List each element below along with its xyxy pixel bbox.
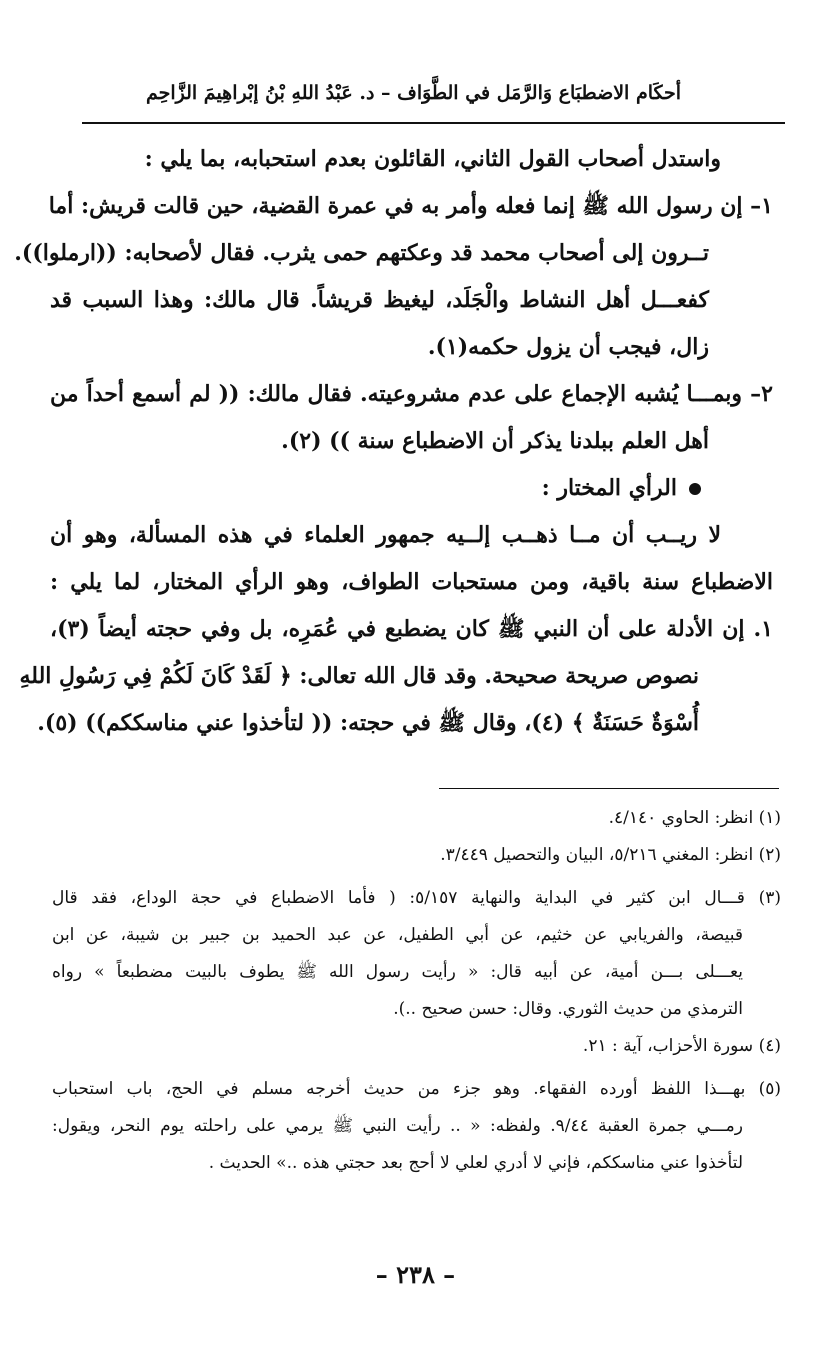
paragraph-line: أهل العلم ببلدنا يذكر أن الاضطباع سنة )) (٢). <box>281 428 709 454</box>
footnote-separator <box>439 788 779 789</box>
paragraph-line: تــرون إلى أصحاب محمد قد وعكتهم حمى يثرب. فقال لأصحابه: ((ارملوا)). <box>14 240 709 266</box>
paragraph-line: واستدل أصحاب القول الثاني، القائلون بعدم استحبابه، بما يلي : <box>144 146 721 172</box>
footnote-line: قبيصة، والفريابي عن خثيم، عن أبي الطفيل، عن عبد الحميد بن جبير بن شيبة، عن ابن <box>52 925 743 945</box>
footnote-line: (٤) سورة الأحزاب، آية : ٢١. <box>582 1036 781 1056</box>
section-heading <box>50 465 773 512</box>
footnote-line: (١) انظر: الحاوي ٤/١٤٠. <box>608 808 781 828</box>
footnote-line: رمـــي جمرة العقبة ٩/٤٤. ولفظه: « .. رأيت النبي ﷺ يرمي على راحلته يوم النحر، ويقول: <box>52 1116 743 1136</box>
paragraph-line: لا ريــب أن مــا ذهــب إلــيه جمهور العلماء في هذه المسألة، وهو أن <box>50 522 721 548</box>
footnote-line: (٥) بهـــذا اللفظ أورده الفقهاء. وهو جزء من حديث أخرجه مسلم في الحج، باب استحباب <box>52 1079 781 1099</box>
section-heading-text: الرأي المختار : <box>541 475 677 501</box>
paragraph-line: أُسْوَةٌ حَسَنَةٌ ﴾ (٤)، وقال ﷺ في حجته: (( لتأخذوا عني مناسككم)) (٥). <box>37 710 699 736</box>
running-header: أحكَام الاضطبَاع وَالرَّمَل في الطَّوَاف – د. عَبْدُ اللهِ بْنُ إبْراهِيمَ الزَّاحِم <box>145 82 682 104</box>
footnote-line: الترمذي من حديث الثوري. وقال: حسن صحيح ..). <box>393 999 743 1019</box>
footnotes <box>52 800 781 1182</box>
paragraph-line: كفعـــل أهل النشاط والْجَلَد، ليغيظ قريشاً. قال مالك: وهذا السبب قد <box>50 287 709 313</box>
paragraph-line: ١– إن رسول الله ﷺ إنما فعله وأمر به في عمرة القضية، حين قالت قريش: أما <box>48 193 773 219</box>
paragraph-line: زال، فيجب أن يزول حكمه(١). <box>427 334 709 360</box>
paragraph-line: الاضطباع سنة باقية، ومن مستحبات الطواف، وهو الرأي المختار، لما يلي : <box>50 569 773 595</box>
header-rule <box>82 122 785 124</box>
footnote-line: لتأخذوا عني مناسككم، فإني لا أدري لعلي لا أحج بعد حجتي هذه ..» الحديث . <box>208 1153 743 1173</box>
paragraph-line: نصوص صريحة صحيحة. وقد قال الله تعالى: ﴿ لَقَدْ كَانَ لَكُمْ فِي رَسُولِ اللهِ <box>19 663 699 689</box>
bullet-icon <box>689 483 701 495</box>
main-text <box>14 136 773 747</box>
footnote-line: (٣) قـــال ابن كثير في البداية والنهاية ٥/١٥٧: ( فأما الاضطباع في حجة الوداع، فقد قال <box>52 888 781 908</box>
footnote-line: يعـــلى بـــن أمية، عن أبيه قال: « رأيت رسول الله ﷺ يطوف بالبيت مضطبعاً » رواه <box>52 962 743 982</box>
paragraph-line: ١. إن الأدلة على أن النبي ﷺ كان يضطبع في عُمَرِه، بل وفي حجته أيضاً (٣)، <box>50 616 773 642</box>
page-number: – ٢٣٨ – <box>375 1260 456 1289</box>
paragraph-line: ٢– وبمـــا يُشبه الإجماع على عدم مشروعيته. فقال مالك: (( لم أسمع أحداً من <box>50 381 773 407</box>
footnote-line: (٢) انظر: المغني ٥/٢١٦، البيان والتحصيل ٣/٤٤٩. <box>440 845 781 865</box>
